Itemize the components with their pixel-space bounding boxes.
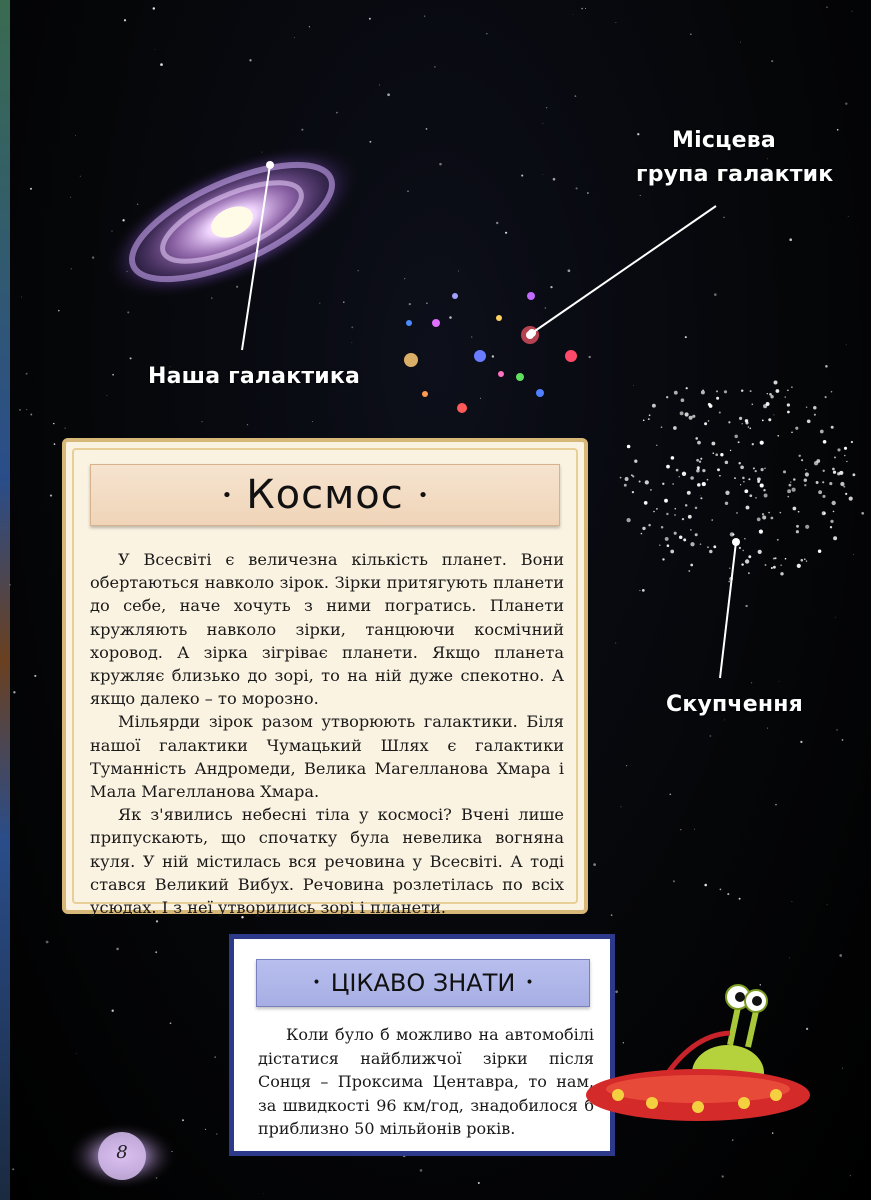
fact-title: ЦІКАВО ЗНАТИ — [330, 969, 516, 997]
diamond-icon: • — [312, 975, 321, 991]
page-number: 8 — [116, 1142, 128, 1163]
fact-paragraph: Коли було б можливо на автомобілі дістатися найближчої зірки після Сонця – Проксима Центавра, то нам, за швидкості 96 км/год, знадобилося б приблизно 50 мільйонів років. — [258, 1025, 594, 1138]
title-plate — [90, 464, 560, 526]
cosmos-text-box — [62, 438, 588, 918]
paragraph: Мільярди зірок разом утворюють галактики. Біля нашої галактики Чумацький Шлях є галактики Туманність Андромеди, Велика Магелланова Хмара і Мала Магелланова Хмара. — [90, 712, 564, 802]
page-title: Космос — [246, 472, 404, 518]
paragraph: Як з'явились небесні тіла у космосі? Вчені лише припускають, що спочатку була невелика вогняна куля. У ній містилась вся речовина у Всесвіті. А тоді стався Великий Вибух. Речовина розлетілась по всіх усюдах. І з неї утворились зорі і планети. — [90, 805, 564, 918]
diamond-icon: • — [221, 484, 233, 506]
label-our-galaxy: Наша галактика — [148, 364, 361, 389]
diamond-icon: • — [525, 975, 534, 991]
paragraph: У Всесвіті є величезна кількість планет. Вони обертаються навколо зірок. Зірки притягують планети до себе, наче хочуть з ними погратись. Планети кружляють навколо зірки, танцюючи космічний хоровод. А зірка зігріває планети. Якщо планета кружляє близько до зорі, то на ній дуже спекотно. А якщо далеко – то морозно. — [90, 550, 564, 709]
fun-fact-box — [229, 934, 615, 1156]
label-local-group-line2: група галактик — [636, 162, 834, 187]
fact-text — [258, 1023, 594, 1141]
alien-ufo-illustration — [580, 975, 820, 1145]
fact-title-plate — [256, 959, 590, 1007]
label-local-group-line1: Місцева — [672, 128, 776, 153]
diamond-icon: • — [417, 484, 429, 506]
label-cluster: Скупчення — [666, 692, 803, 717]
body-text — [90, 548, 564, 919]
